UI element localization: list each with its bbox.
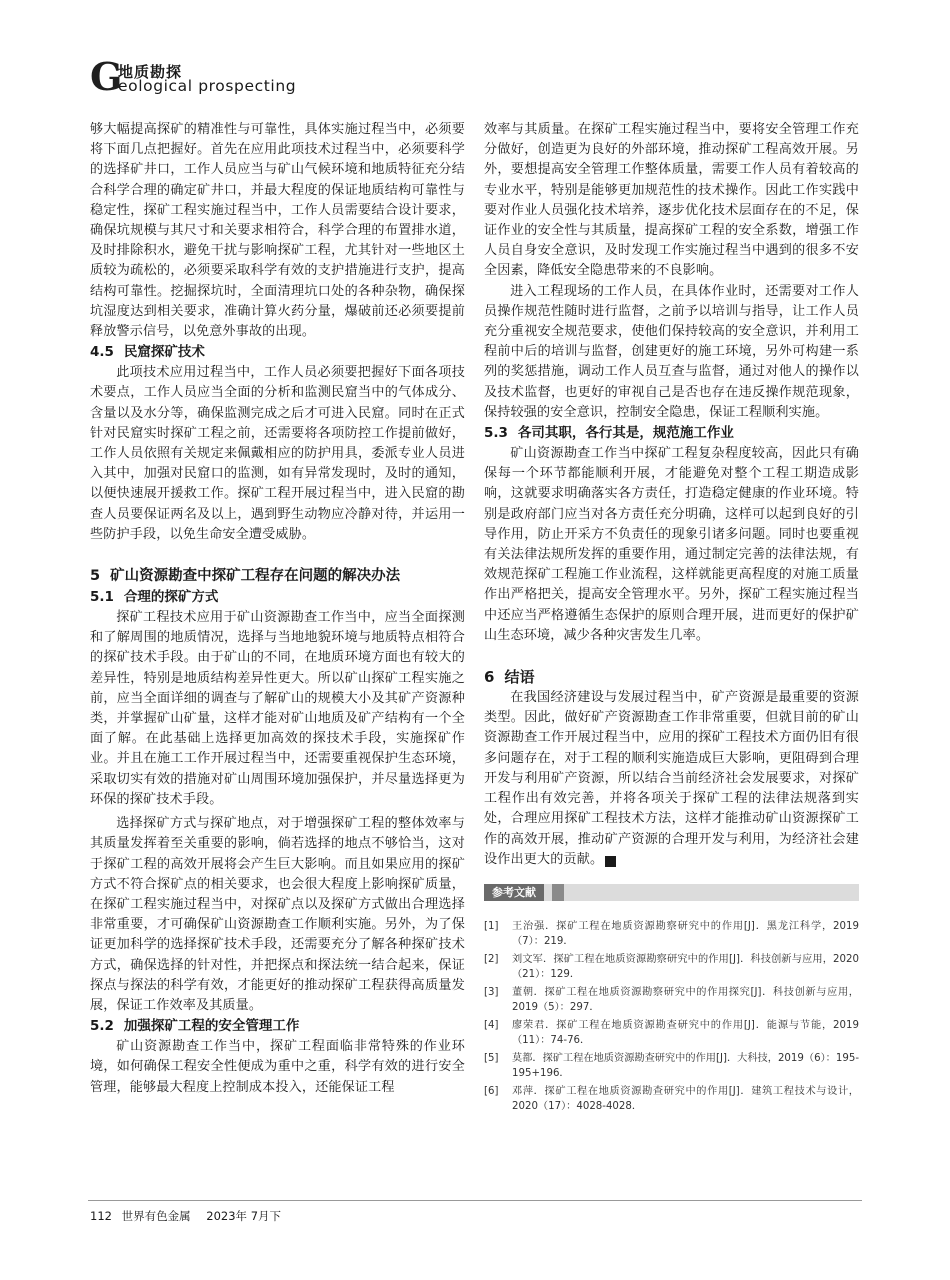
reference-number: [2] bbox=[484, 953, 499, 965]
journal-logo-letter: G bbox=[90, 54, 123, 99]
reference-text: 邓萍．探矿工程在地质资源勘查研究中的作用[J]．建筑工程技术与设计，2020（17）：4028-4028． bbox=[512, 1085, 859, 1113]
reference-text: 董朝．探矿工程在地质资源勘察研究中的作用探究[J]．科技创新与应用，2019（5）：297． bbox=[512, 986, 859, 1014]
reference-number: [4] bbox=[484, 1019, 499, 1031]
paragraph-text: 在我国经济建设与发展过程当中，矿产资源是最重要的资源类型。因此，做好矿产资源勘查工作非常重要，但就目前的矿山资源勘查工作开展过程当中，应用的探矿工程技术方面仍旧有很多问题存在，对于工程的顺利实施造成巨大影响，更阻碍到合理开发与利用矿产资源，所以结合当前经济社会发展要求，对探矿工程作出有效完善，并将各项关于探矿工程的法律法规落到实处，合理应用探矿工程技术方法，这样才能推动矿山资源探矿工作的高效开展，推动矿产资源的合理开发与利用，为经济社会建设作出更大的贡献。 bbox=[484, 690, 859, 867]
right-column bbox=[484, 120, 859, 1117]
paragraph: 进入工程现场的工作人员，在具体作业时，还需要对工作人员操作规范性随时进行监督，之前予以培训与指导，让工作人员充分重视安全规范要求，使他们保持较高的安全意识，并利用工程前中后的培训与监督，创建更好的施工环境，另外可构建一系列的奖惩措施，调动工作人员互查与监督，通过对他人的操作以及技术监督，也更好的审视自己是否也存在违反操作规范现象，保持较强的安全意识，控制安全隐患，保证工程顺利实施。 bbox=[484, 283, 859, 420]
page-footer bbox=[90, 1208, 293, 1224]
paragraph: 探矿工程技术应用于矿山资源勘查工作当中，应当全面探测和了解周围的地质情况，选择与当地地貌环境与地质特点相符合的探矿技术手段。由于矿山的不同，在地质环境方面也有较大的差异性，特别是地质结构差异性更大。所以矿山探矿工程实施之前，应当全面详细的调查与了解矿山的规模大小及其矿产资源种类，并掌握矿山矿量，这样才能对矿山地质及矿产结构有一个全面了解。在此基础上选择更加高效的探技术手段，实施探矿作业。并且在施工工作开展过程当中，还需要重视保护生态环境，采取切实有效的措施对矿山周围环境加强保护，并尽量选择更为环保的探矿技术手段。 bbox=[90, 610, 465, 807]
section-title: 合理的探矿方式 bbox=[123, 589, 219, 606]
paragraph bbox=[484, 688, 859, 870]
paragraph: 矿山资源勘查工作当中探矿工程复杂程度较高，因此只有确保每一个环节都能顺利开展，才能避免对整个工程工期造成影响，这就要求明确落实各方责任，打造稳定健康的作业环境。特别是政府部门应当对各方责任充分明确，这样可以起到良好的引导作用，防止开采方不负责任的现象引诸多问题。同时也要重视有关法律法规所发挥的重要作用，通过制定完善的法律法规，有效规范探矿工程施工作业流程，这样就能更高程度的对施工质量作出严格把关，提高安全管理水平。另外，探矿工程实施过程当中还应当严格遵循生态保护的原则合理开展，进而更好的保护矿山生态环境，减少各种灾害发生几率。 bbox=[484, 446, 859, 643]
paragraph: 够大幅提高探矿的精准性与可靠性，具体实施过程当中，必须要将下面几点把握好。首先在应用此项技术过程当中，必须要科学的选择矿井口，工作人员应当与矿山气候环境和地质特征充分结合科学合理的确定矿井口，并最大程度的保证地质结构可靠性与稳定性，探矿工程实施过程当中，工作人员需要结合设计要求，确保坑规模与其尺寸和关要求相符合，科学合理的布置排水道，及时排除积水，避免干扰与影响探矿工程，尤其针对一些地区土质较为疏松的，必须要采取科学有效的支护措施进行支护，提高结构可靠性。挖掘探坑时，全面清理坑口处的各种杂物，确保探坑湿度达到相关要求，准确计算火药分量，爆破前还必须要提前释放警示信号，以免意外事故的出现。 bbox=[90, 122, 465, 340]
references-label: 参考文献 bbox=[484, 884, 544, 901]
references-bar-block bbox=[552, 884, 564, 901]
reference-number: [1] bbox=[484, 920, 499, 932]
reference-item bbox=[484, 1051, 859, 1082]
footer-issue: 2023年 7月下 bbox=[206, 1209, 282, 1223]
section-heading-5-2 bbox=[90, 1016, 465, 1037]
reference-item bbox=[484, 919, 859, 950]
end-mark-icon: Ш bbox=[605, 856, 616, 867]
journal-title-cn: 地质勘探 bbox=[118, 63, 183, 81]
section-number: 5.2 bbox=[90, 1018, 114, 1035]
references-header-bar bbox=[484, 884, 859, 901]
reference-item bbox=[484, 952, 859, 983]
paragraph: 选择探矿方式与探矿地点，对于增强探矿工程的整体效率与其质量发挥着至关重要的影响，倘若选择的地点不够恰当，这对于探矿工程的高效开展将会产生巨大影响。而且如果应用的探矿方式不符合探矿点的相关要求，也会很大程度上影响探矿质量，在探矿工程实施过程当中，对探矿点以及探矿方式做出合理选择非常重要，才可确保矿山资源勘查工作顺利实施。另外，为了保证更加科学的选择探矿技术手段，还需要充分了解各种探矿技术方式，确保选择的针对性，并把探点和探法统一结合起来，保证探点与探法的科学有效，才能更好的推动探矿工程获得高质量发展，保证工作效率及其质量。 bbox=[90, 816, 465, 1013]
section-title: 矿山资源勘查中探矿工程存在问题的解决办法 bbox=[110, 568, 401, 585]
section-title: 民窟探矿技术 bbox=[123, 344, 205, 361]
section-number: 5 bbox=[90, 568, 101, 585]
reference-text: 王治强．探矿工程在地质资源勘察研究中的作用[J]．黑龙江科学，2019（7）：219． bbox=[512, 920, 859, 948]
paragraph: 矿山资源勘查工作当中，探矿工程面临非常特殊的作业环境，如何确保工程安全性便成为重中之重，科学有效的进行安全管理，能够最大程度上控制成本投入，还能保证工程 bbox=[90, 1039, 465, 1095]
reference-list bbox=[484, 919, 859, 1115]
section-heading-5 bbox=[90, 565, 465, 587]
section-heading-5-1 bbox=[90, 587, 465, 608]
footer-journal-name: 世界有色金属 bbox=[121, 1209, 191, 1223]
section-title: 各司其职，各行其是，规范施工作业 bbox=[517, 425, 734, 442]
reference-item bbox=[484, 1084, 859, 1115]
page-number: 112 bbox=[90, 1209, 112, 1223]
section-heading-6 bbox=[484, 666, 859, 688]
section-number: 5.1 bbox=[90, 589, 114, 606]
reference-text: 莫都．探矿工程在地质资源勘查研究中的作用[J]．大科技，2019（6）：195-195+196． bbox=[512, 1052, 859, 1080]
section-number: 6 bbox=[484, 668, 495, 687]
reference-text: 刘文军．探矿工程在地质资源勘察研究中的作用[J]．科技创新与应用，2020（21）：129． bbox=[512, 953, 859, 981]
section-title: 加强探矿工程的安全管理工作 bbox=[123, 1018, 300, 1035]
section-number: 4.5 bbox=[90, 344, 114, 361]
reference-item bbox=[484, 985, 859, 1016]
footer-divider bbox=[88, 1200, 862, 1201]
reference-number: [3] bbox=[484, 986, 499, 998]
reference-number: [6] bbox=[484, 1085, 499, 1097]
reference-item bbox=[484, 1018, 859, 1049]
journal-header bbox=[88, 54, 388, 99]
left-column bbox=[90, 120, 465, 1098]
paragraph: 此项技术应用过程当中，工作人员必须要把握好下面各项技术要点，工作人员应当全面的分析和监测民窟当中的气体成分、含量以及水分等，确保监测完成之后才可进入民窟。同时在正式针对民窟实时探矿工程之前，还需要将各项防控工作提前做好，工作人员依照有关规定来佩戴相应的防护用具，委派专业人员进入其中，加强对民窟口的监测，如有异常发现时，及时的通知，以便快速展开援救工作。探矿工程开展过程当中，进入民窟的勘查人员要保证两名及以上，遇到野生动物应冷静对待，并运用一些防护手段，以免生命安全遭受威胁。 bbox=[90, 365, 465, 542]
section-heading-4-5 bbox=[90, 342, 465, 363]
reference-number: [5] bbox=[484, 1052, 499, 1064]
section-number: 5.3 bbox=[484, 425, 508, 442]
paragraph: 效率与其质量。在探矿工程实施过程当中，要将安全管理工作充分做好，创造更为良好的外部环境，推动探矿工程高效开展。另外，要想提高安全管理工作整体质量，需要工作人员有着较高的专业水平，特别是能够更加规范性的技术操作。因此工作实践中要对作业人员强化技术培养，逐步优化技术层面存在的不足，保证作业的安全性与其质量，提高探矿工程的安全系数，增强工作人员自身安全意识，及时发现工作实施过程当中遇到的很多不安全因素，降低安全隐患带来的不良影响。 bbox=[484, 122, 859, 279]
section-heading-5-3 bbox=[484, 423, 859, 444]
section-title: 结语 bbox=[504, 668, 535, 687]
journal-title-en: eological prospecting bbox=[118, 77, 297, 95]
reference-text: 廖荣君．探矿工程在地质资源勘查研究中的作用[J]．能源与节能，2019（11）：74-76． bbox=[512, 1019, 859, 1047]
